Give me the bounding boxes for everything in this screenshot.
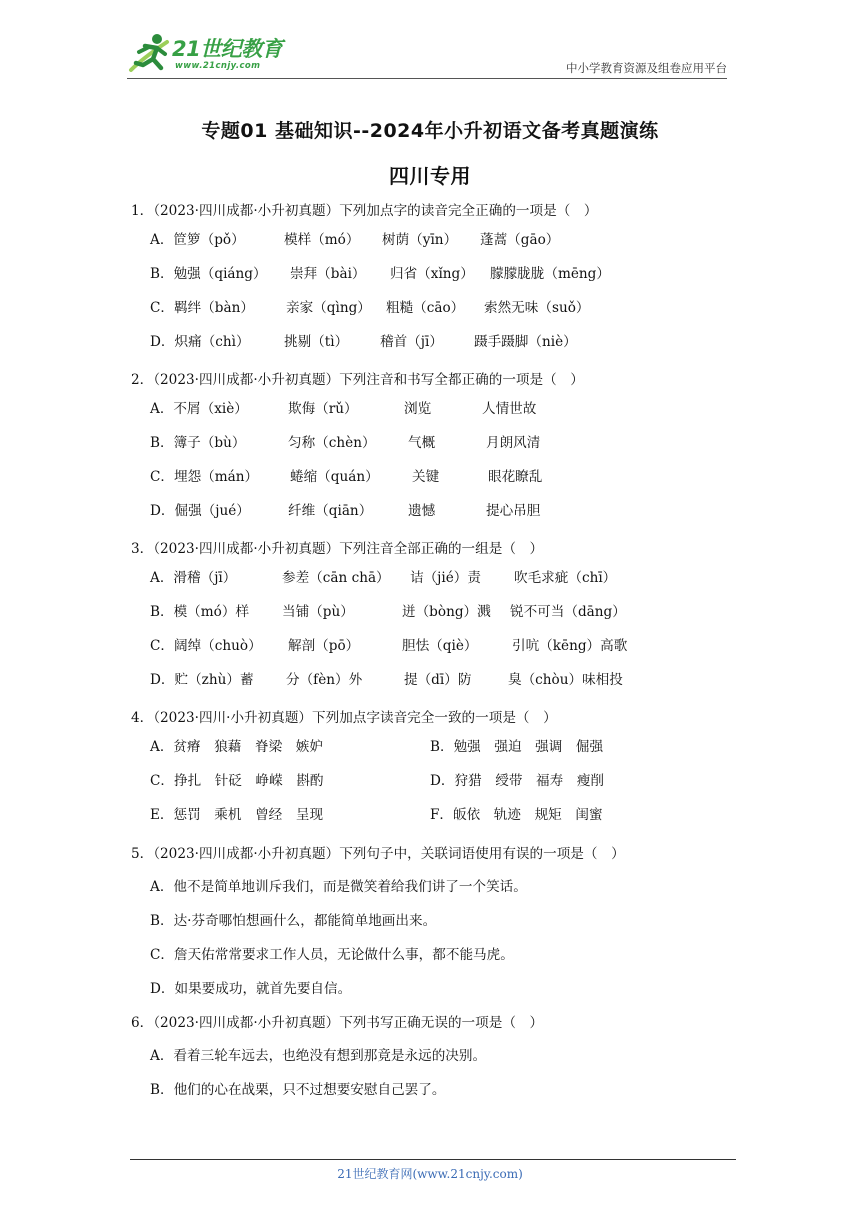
option-item: 分（fèn）外 bbox=[286, 672, 363, 688]
answer-option: B．他们的心在战栗，只不过想要安慰自己罢了。 bbox=[150, 1082, 446, 1098]
option-item: 欺侮（rǔ） bbox=[288, 401, 358, 417]
option-item: A．滑稽（jī） bbox=[150, 570, 237, 586]
footer-divider bbox=[130, 1159, 736, 1160]
footer-text: 21世纪教育网(www.21cnjy.com) bbox=[337, 1167, 523, 1181]
option-item: D．贮（zhù）蓄 bbox=[150, 672, 254, 688]
option-item: C．埋怨（mán） bbox=[150, 469, 259, 485]
option-item: 参差（cān chā） bbox=[282, 570, 390, 586]
answer-option: C．詹天佑常常要求工作人员，无论做什么事，都不能马虎。 bbox=[150, 947, 514, 963]
option-item: 崇拜（bài） bbox=[290, 266, 366, 282]
question-stem: 5．（2023·四川成都·小升初真题）下列句子中，关联词语使用有误的一项是（ ） bbox=[131, 846, 625, 862]
option-item: 提心吊胆 bbox=[486, 503, 541, 519]
option-item: B．勉强（qiáng） bbox=[150, 266, 267, 282]
option-item: 浏览 bbox=[404, 401, 432, 417]
option-item: 索然无味（suǒ） bbox=[484, 300, 590, 316]
header-divider bbox=[127, 78, 727, 79]
option-item: 提（dī）防 bbox=[404, 672, 472, 688]
page-subtitle: 四川专用 bbox=[389, 164, 471, 188]
option-item: 锐不可当（dāng） bbox=[510, 604, 626, 620]
option-item: 纤维（qiān） bbox=[288, 503, 373, 519]
option-item: 树荫（yīn） bbox=[382, 232, 458, 248]
logo-url: www.21cnjy.com bbox=[175, 61, 261, 71]
option-item: 人情世故 bbox=[482, 401, 537, 417]
option-item: 关键 bbox=[412, 469, 440, 485]
question-stem: 1．（2023·四川成都·小升初真题）下列加点字的读音完全正确的一项是（ ） bbox=[131, 203, 598, 219]
option-item: 眼花瞭乱 bbox=[488, 469, 543, 485]
question-stem: 2．（2023·四川成都·小升初真题）下列注音和书写全都正确的一项是（ ） bbox=[131, 372, 584, 388]
option-item: 亲家（qìng） bbox=[286, 300, 371, 316]
answer-option: D．如果要成功，就首先要自信。 bbox=[150, 981, 352, 997]
option-item: 胆怯（qiè） bbox=[402, 638, 478, 654]
option-item: D．狩猎 绶带 福寿 瘦削 bbox=[430, 773, 605, 789]
option-item: A．笸箩（pǒ） bbox=[150, 232, 245, 248]
question-stem: 3．（2023·四川成都·小升初真题）下列注音全部正确的一组是（ ） bbox=[131, 541, 544, 557]
option-item: B．模（mó）样 bbox=[150, 604, 250, 620]
option-item: 吹毛求疵（chī） bbox=[514, 570, 617, 586]
option-item: 归省（xǐng） bbox=[390, 266, 474, 282]
option-item: F．皈依 轨迹 规矩 闺蜜 bbox=[430, 807, 603, 823]
option-item: 挑剔（tì） bbox=[284, 334, 349, 350]
option-item: 月朗风清 bbox=[486, 435, 541, 451]
option-item: 解剖（pō） bbox=[288, 638, 360, 654]
logo bbox=[127, 30, 297, 78]
option-item: 粗糙（cāo） bbox=[386, 300, 465, 316]
option-item: D．倔强（jué） bbox=[150, 503, 250, 519]
answer-option: B．达·芬奇哪怕想画什么，都能简单地画出来。 bbox=[150, 913, 437, 929]
option-item: A．不屑（xiè） bbox=[150, 401, 248, 417]
option-item: 匀称（chèn） bbox=[288, 435, 376, 451]
option-item: 当铺（pù） bbox=[282, 604, 354, 620]
option-item: 遗憾 bbox=[408, 503, 436, 519]
option-item: C．阔绰（chuò） bbox=[150, 638, 262, 654]
header-platform-text: 中小学教育资源及组卷应用平台 bbox=[566, 61, 727, 75]
answer-option: A．看着三轮车远去，也绝没有想到那竟是永远的决别。 bbox=[150, 1048, 487, 1064]
option-item: 蓬蒿（gāo） bbox=[480, 232, 560, 248]
page-title: 专题01 基础知识--2024年小升初语文备考真题演练 bbox=[201, 120, 659, 142]
question-stem: 6．（2023·四川成都·小升初真题）下列书写正确无误的一项是（ ） bbox=[131, 1015, 544, 1031]
option-item: E．惩罚 乘机 曾经 呈现 bbox=[150, 807, 324, 823]
page-header bbox=[127, 30, 727, 80]
runner-icon bbox=[127, 32, 173, 76]
option-item: 引吭（kēng）高歌 bbox=[512, 638, 628, 654]
option-item: 臭（chòu）味相投 bbox=[508, 672, 623, 688]
logo-text: 21世纪教育 bbox=[172, 37, 283, 61]
option-item: B．簿子（bù） bbox=[150, 435, 246, 451]
option-item: B．勉强 强迫 强调 倔强 bbox=[430, 739, 604, 755]
answer-option: A．他不是简单地训斥我们，而是微笑着给我们讲了一个笑话。 bbox=[150, 879, 527, 895]
question-stem: 4．（2023·四川·小升初真题）下列加点字读音完全一致的一项是（ ） bbox=[131, 710, 557, 726]
option-item: C．挣扎 针砭 峥嵘 斟酌 bbox=[150, 773, 324, 789]
option-item: 气概 bbox=[408, 435, 436, 451]
option-item: A．贫瘠 狼藉 脊梁 嫉妒 bbox=[150, 739, 323, 755]
option-item: 蹑手蹑脚（niè） bbox=[474, 334, 577, 350]
option-item: 朦朦胧胧（mēng） bbox=[490, 266, 610, 282]
option-item: C．羁绊（bàn） bbox=[150, 300, 254, 316]
option-item: 诘（jié）责 bbox=[410, 570, 481, 586]
option-item: 迸（bòng）溅 bbox=[402, 604, 491, 620]
option-item: 模样（mó） bbox=[284, 232, 360, 248]
option-item: D．炽痛（chì） bbox=[150, 334, 250, 350]
option-item: 蜷缩（quán） bbox=[290, 469, 379, 485]
option-item: 稽首（jī） bbox=[380, 334, 443, 350]
